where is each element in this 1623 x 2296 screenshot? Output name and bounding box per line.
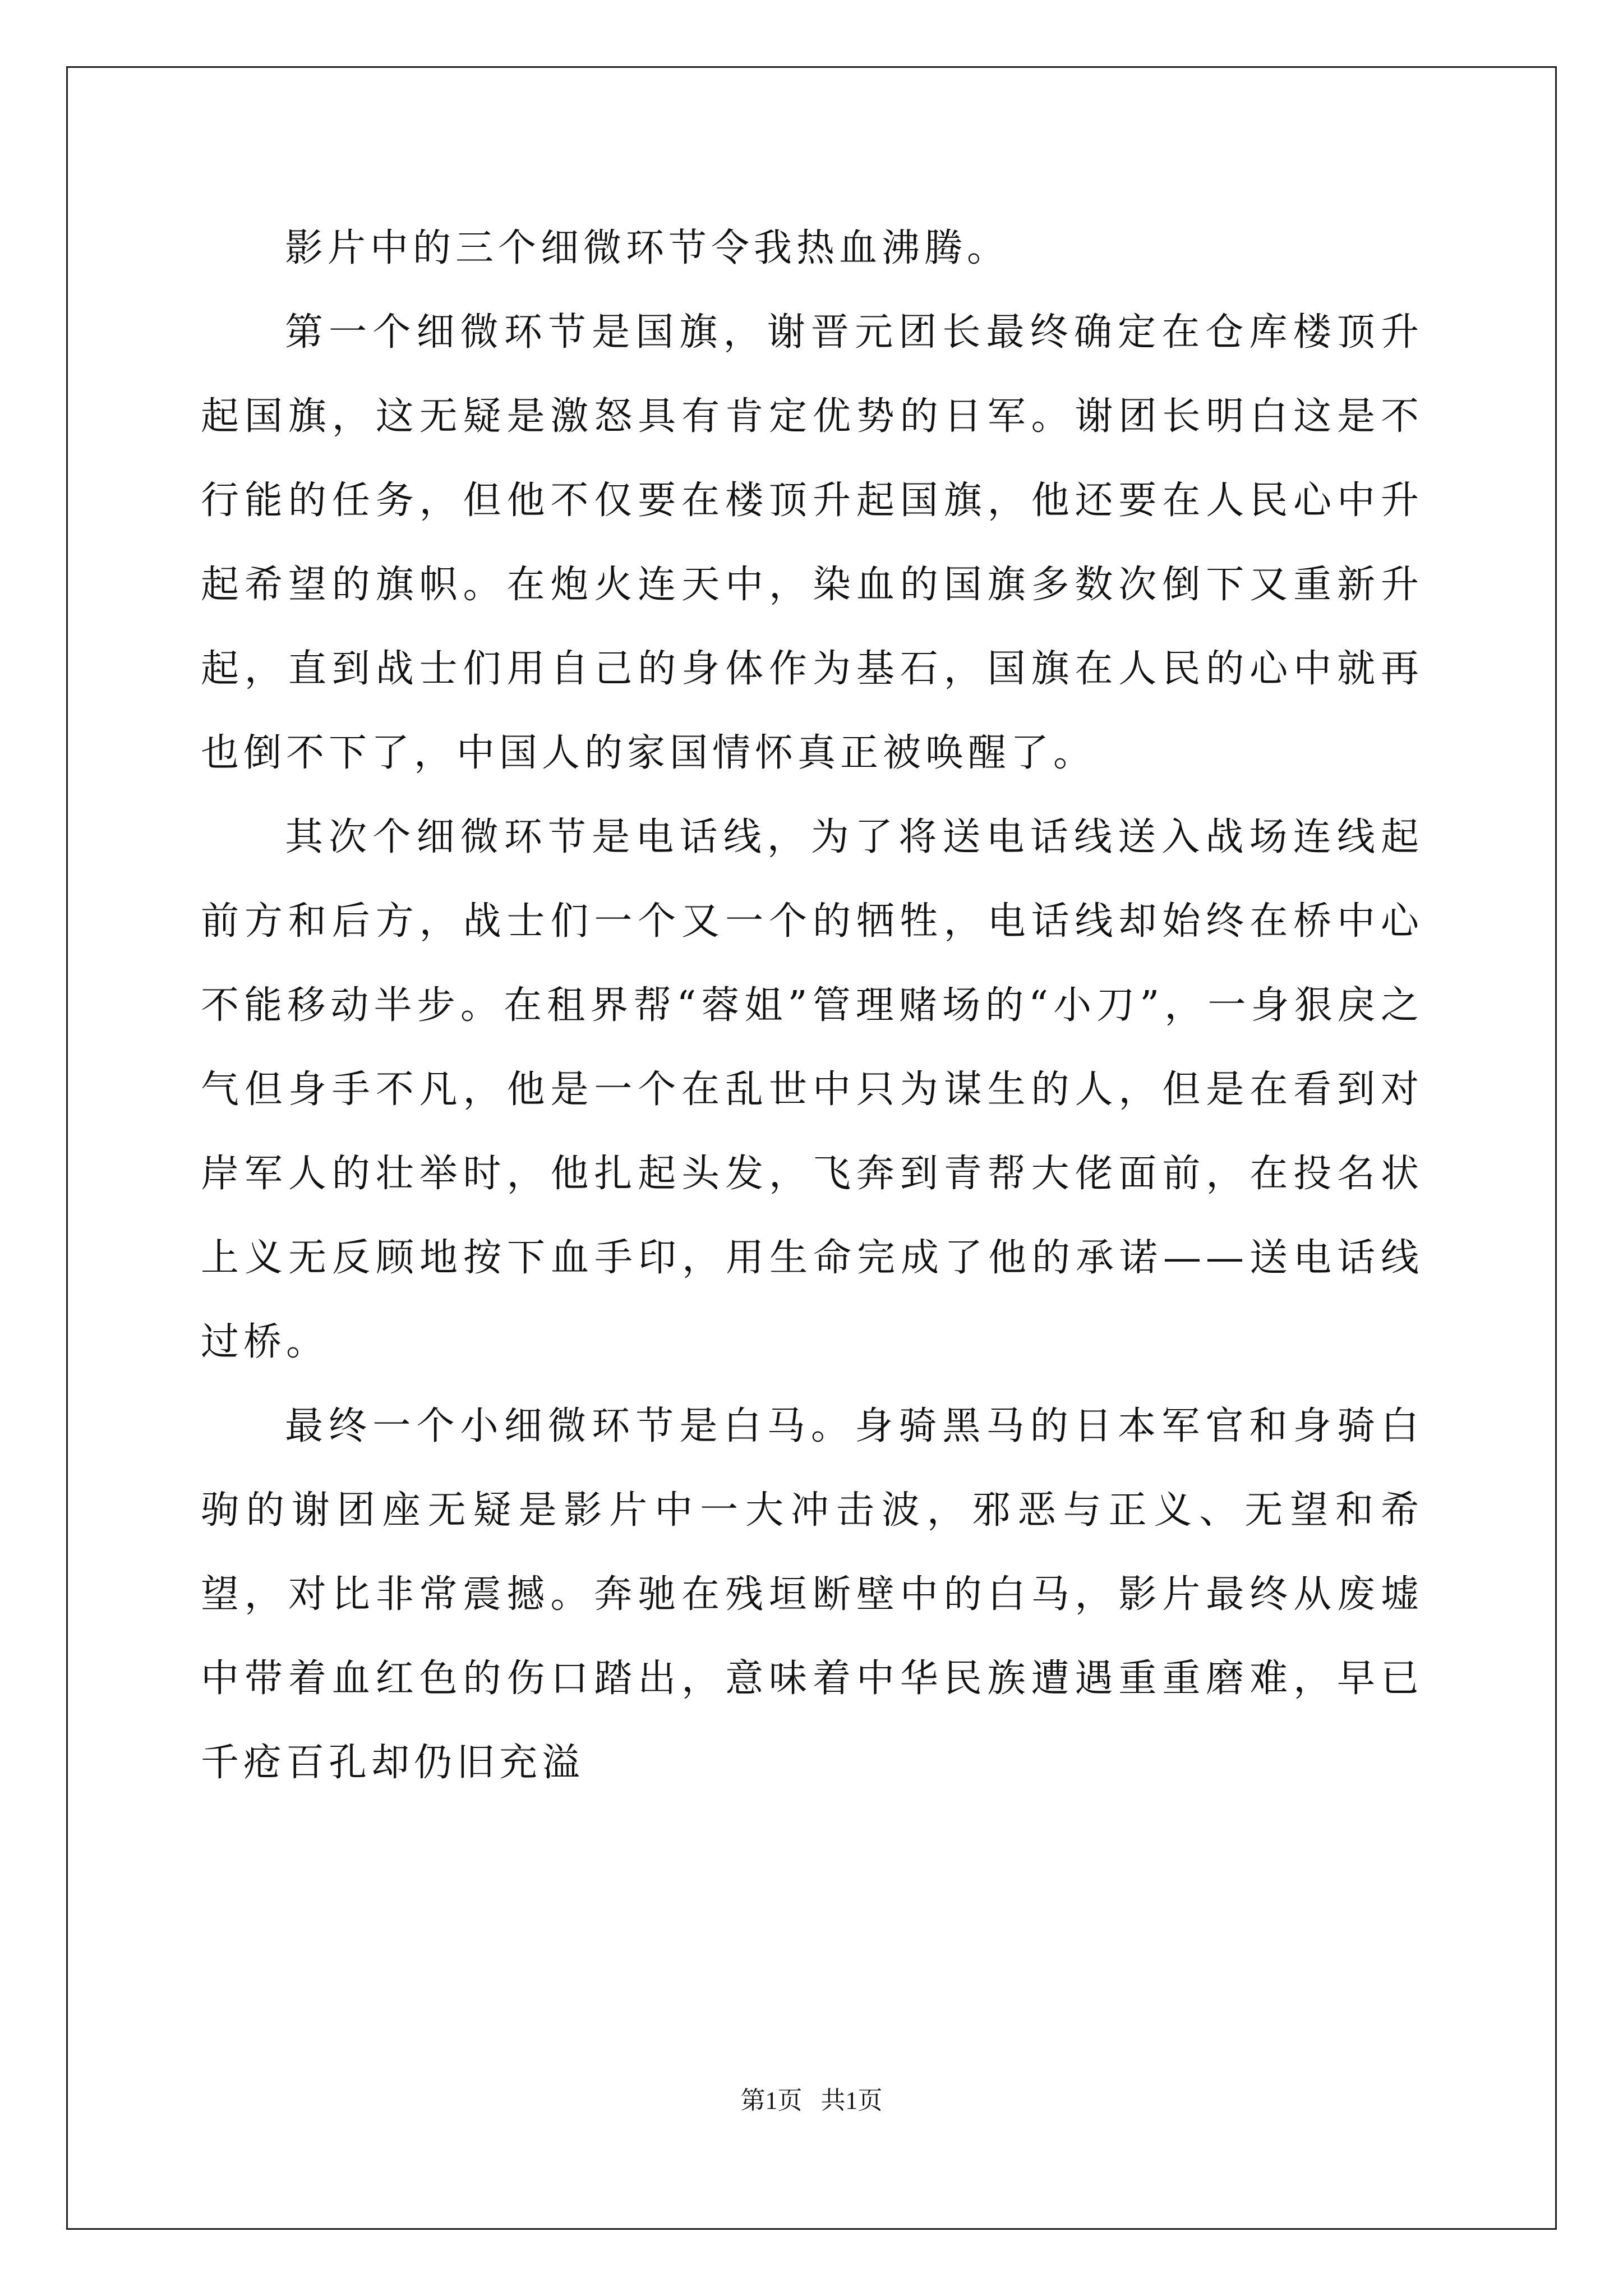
paragraph-telephone-line: 其次个细微环节是电话线，为了将送电话线送入战场连线起前方和后方，战士们一个又一个的牺牲，电话线却始终在桥中心不能移动半步。在租界帮“蓉姐”管理赌场的“小刀”，一身狠戾之气但身手不凡，他是一个在乱世中只为谋生的人，但是在看到对岸军人的壮举时，他扎起头发，飞奔到青帮大佬面前，在投名状上义无反顾地按下血手印，用生命完成了他的承诺——送电话线过桥。 (201, 815, 1423, 1364)
paragraph-national-flag: 第一个细微环节是国旗，谢晋元团长最终确定在仓库楼顶升起国旗，这无疑是激怒具有肯定优势的日军。谢团长明白这是不行能的任务，但他不仅要在楼顶升起国旗，他还要在人民心中升起希望的旗帜。在炮火连天中，染血的国旗多数次倒下又重新升起，直到战士们用自己的身体作为基石，国旗在人民的心中就再也倒不下了，中国人的家国情怀真正被唤醒了。 (201, 310, 1423, 775)
paragraph-white-horse: 最终一个小细微环节是白马。身骑黑马的日本军官和身骑白驹的谢团座无疑是影片中一大冲击波，邪恶与正义、无望和希望，对比非常震撼。奔驰在残垣断壁中的白马，影片最终从废墟中带着血红色的伤口踏出，意味着中华民族遭遇重重磨难，早已千疮百孔却仍旧充溢 (201, 1404, 1423, 1785)
page-number-footer: 第1页 共1页 (740, 2087, 883, 2114)
document-body (201, 206, 1423, 1805)
paragraph-intro: 影片中的三个细微环节令我热血沸腾。 (285, 226, 1010, 270)
